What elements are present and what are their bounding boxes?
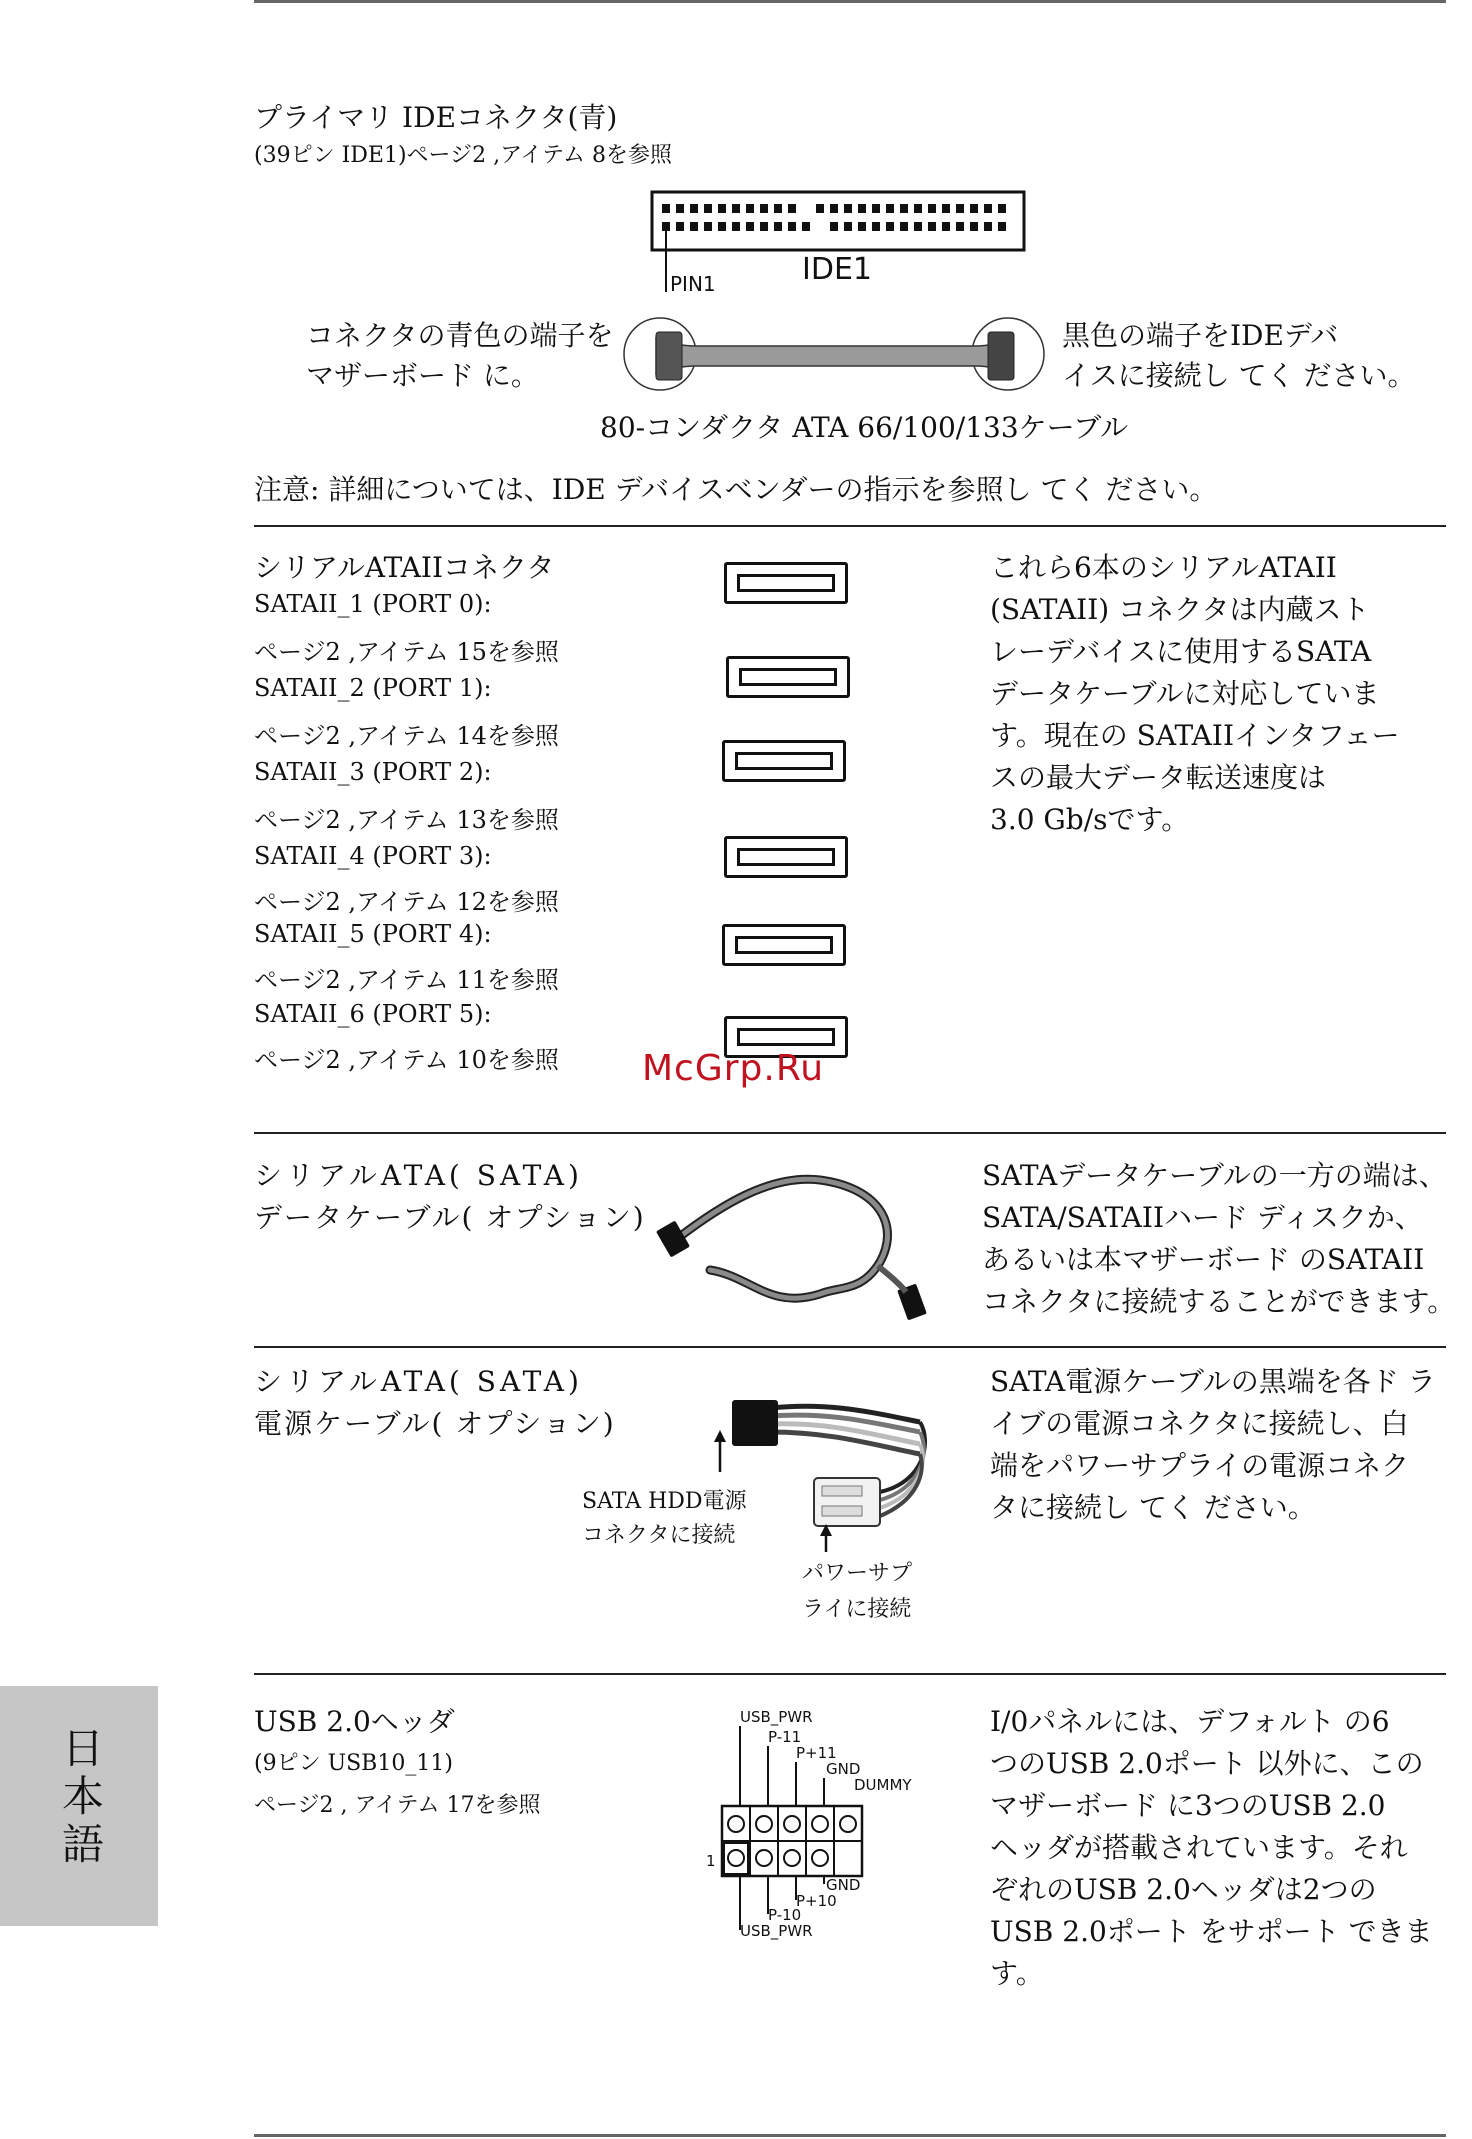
sata-port-5-name: SATAII_5 (PORT 4): bbox=[254, 920, 492, 948]
sata-port-5-icon bbox=[722, 924, 846, 966]
usb-label-p11-b: P+11 bbox=[796, 1744, 837, 1762]
sata-desc-6: スの最大データ転送速度は bbox=[990, 761, 1327, 794]
sata-port-1-name: SATAII_1 (PORT 0): bbox=[254, 590, 492, 618]
sata-cable-desc-1: SATAデータケーブルの一方の端は、 bbox=[982, 1159, 1447, 1192]
sata-power-desc-4: タに接続し てく ださい。 bbox=[990, 1491, 1316, 1524]
watermark: McGrp.Ru bbox=[642, 1048, 825, 1089]
usb-desc-4: ヘッダが搭載されています。それ bbox=[990, 1831, 1408, 1864]
usb-sub-2: ページ2 , アイテム 17を参照 bbox=[254, 1793, 541, 1818]
language-side-tab bbox=[0, 1686, 158, 1926]
usb-label-one: 1 bbox=[706, 1852, 716, 1870]
sata-data-cable-image bbox=[650, 1166, 950, 1326]
sata-port-3-name: SATAII_3 (PORT 2): bbox=[254, 758, 492, 786]
sata-port-1-ref: ページ2 ,アイテム 15を参照 bbox=[254, 638, 559, 666]
sata-port-1-icon bbox=[724, 562, 848, 604]
usb-label-p10-a: P-10 bbox=[768, 1906, 802, 1924]
usb-sub-1: (9ピン USB10_11) bbox=[254, 1751, 453, 1776]
usb-desc-3: マザーボード に3つのUSB 2.0 bbox=[990, 1789, 1386, 1822]
sata-desc-5: す。現在の SATAIIインタフェー bbox=[990, 719, 1400, 752]
sata-power-desc-1: SATA電源ケーブルの黒端を各ド ラ bbox=[990, 1365, 1436, 1398]
sata-desc-3: レーデバイスに使用するSATA bbox=[990, 635, 1372, 668]
language-side-tab-label: 日本語 bbox=[56, 1726, 105, 1870]
sata-power-cable-image bbox=[710, 1382, 950, 1572]
ide-left-note-1: コネクタの青色の端子を bbox=[306, 319, 614, 352]
usb-label-usb-pwr-bot: USB_PWR bbox=[740, 1922, 813, 1940]
sata-power-desc-3: 端をパワーサプライの電源コネク bbox=[990, 1449, 1410, 1482]
ide-subtitle: (39ピン IDE1)ページ2 ,アイテム 8を参照 bbox=[254, 143, 672, 168]
ide-pin1-label: PIN1 bbox=[670, 272, 716, 296]
sata-port-2-name: SATAII_2 (PORT 1): bbox=[254, 674, 492, 702]
ide-note: 注意: 詳細については、IDE デバイスベンダーの指示を参照し てく ださい。 bbox=[254, 473, 1218, 506]
sata-cable-title-1: シリアルATA( SATA) bbox=[254, 1159, 583, 1192]
usb-desc-1: I/0パネルには、デフォルト の6 bbox=[990, 1705, 1390, 1738]
sata-port-3-ref: ページ2 ,アイテム 13を参照 bbox=[254, 806, 559, 834]
sata-title: シリアルATAIIコネクタ bbox=[254, 551, 555, 584]
usb-desc-5: ぞれのUSB 2.0ヘッダは2つの bbox=[990, 1873, 1377, 1906]
sata-power-title-2: 電源ケーブル( オプション) bbox=[254, 1407, 616, 1440]
sata-port-2-icon bbox=[726, 656, 850, 698]
top-rule bbox=[254, 0, 1446, 3]
bottom-rule bbox=[254, 2134, 1446, 2137]
divider-3 bbox=[254, 1346, 1446, 1348]
sata-desc-4: データケーブルに対応していま bbox=[990, 677, 1380, 710]
divider-1 bbox=[254, 525, 1446, 527]
sata-desc-1: これら6本のシリアルATAII bbox=[990, 551, 1337, 584]
divider-2 bbox=[254, 1132, 1446, 1134]
sata-port-2-ref: ページ2 ,アイテム 14を参照 bbox=[254, 722, 559, 750]
usb-desc-2: つのUSB 2.0ポート 以外に、この bbox=[990, 1747, 1424, 1780]
sata-power-hdd-label-1: SATA HDD電源 bbox=[582, 1489, 747, 1514]
sata-port-4-name: SATAII_4 (PORT 3): bbox=[254, 842, 492, 870]
divider-4 bbox=[254, 1673, 1446, 1675]
usb-desc-6: USB 2.0ポート をサポート できま bbox=[990, 1915, 1433, 1948]
ide-connector-label: IDE1 bbox=[802, 252, 872, 287]
sata-cable-desc-3: あるいは本マザーボード のSATAII bbox=[982, 1243, 1425, 1276]
sata-power-title-1: シリアルATA( SATA) bbox=[254, 1365, 583, 1398]
sata-desc-2: (SATAII) コネクタは内蔵スト bbox=[990, 593, 1370, 626]
usb-label-gnd-top: GND bbox=[826, 1760, 861, 1778]
ide-title: プライマリ IDEコネクタ(青) bbox=[254, 101, 618, 134]
sata-cable-title-2: データケーブル( オプション) bbox=[254, 1201, 646, 1234]
usb-header-diagram bbox=[704, 1706, 944, 1950]
sata-port-4-icon bbox=[724, 836, 848, 878]
sata-power-psu-label-2: ライに接続 bbox=[802, 1597, 912, 1622]
usb-label-gnd-bot: GND bbox=[826, 1876, 861, 1894]
usb-label-usb-pwr-top: USB_PWR bbox=[740, 1708, 813, 1726]
usb-label-dummy: DUMMY bbox=[854, 1776, 912, 1794]
ide-right-note-2: イスに接続し てく ださい。 bbox=[1062, 359, 1416, 392]
ide-left-note-2: マザーボード に。 bbox=[306, 359, 539, 392]
sata-cable-desc-2: SATA/SATAIIハード ディスクか、 bbox=[982, 1201, 1423, 1234]
ide-cable-label: 80-コンダクタ ATA 66/100/133ケーブル bbox=[600, 411, 1129, 444]
usb-label-p10-b: P+10 bbox=[796, 1892, 837, 1910]
sata-port-3-icon bbox=[722, 740, 846, 782]
sata-power-desc-2: イブの電源コネクタに接続し、白 bbox=[990, 1407, 1409, 1440]
sata-port-6-name: SATAII_6 (PORT 5): bbox=[254, 1000, 492, 1028]
usb-desc-7: す。 bbox=[990, 1957, 1044, 1990]
usb-label-p11-a: P-11 bbox=[768, 1728, 802, 1746]
sata-power-hdd-label-2: コネクタに接続 bbox=[582, 1523, 736, 1548]
ide-right-note-1: 黒色の端子をIDEデバ bbox=[1062, 319, 1339, 352]
sata-desc-7: 3.0 Gb/sです。 bbox=[990, 803, 1190, 836]
sata-port-5-ref: ページ2 ,アイテム 11を参照 bbox=[254, 966, 559, 994]
sata-port-4-ref: ページ2 ,アイテム 12を参照 bbox=[254, 888, 559, 916]
usb-title: USB 2.0ヘッダ bbox=[254, 1705, 455, 1738]
sata-cable-desc-4: コネクタに接続することができます。 bbox=[982, 1285, 1456, 1318]
sata-power-psu-label-1: パワーサプ bbox=[802, 1561, 913, 1586]
sata-port-6-ref: ページ2 ,アイテム 10を参照 bbox=[254, 1046, 559, 1074]
ide-ribbon-cable bbox=[616, 316, 1056, 396]
